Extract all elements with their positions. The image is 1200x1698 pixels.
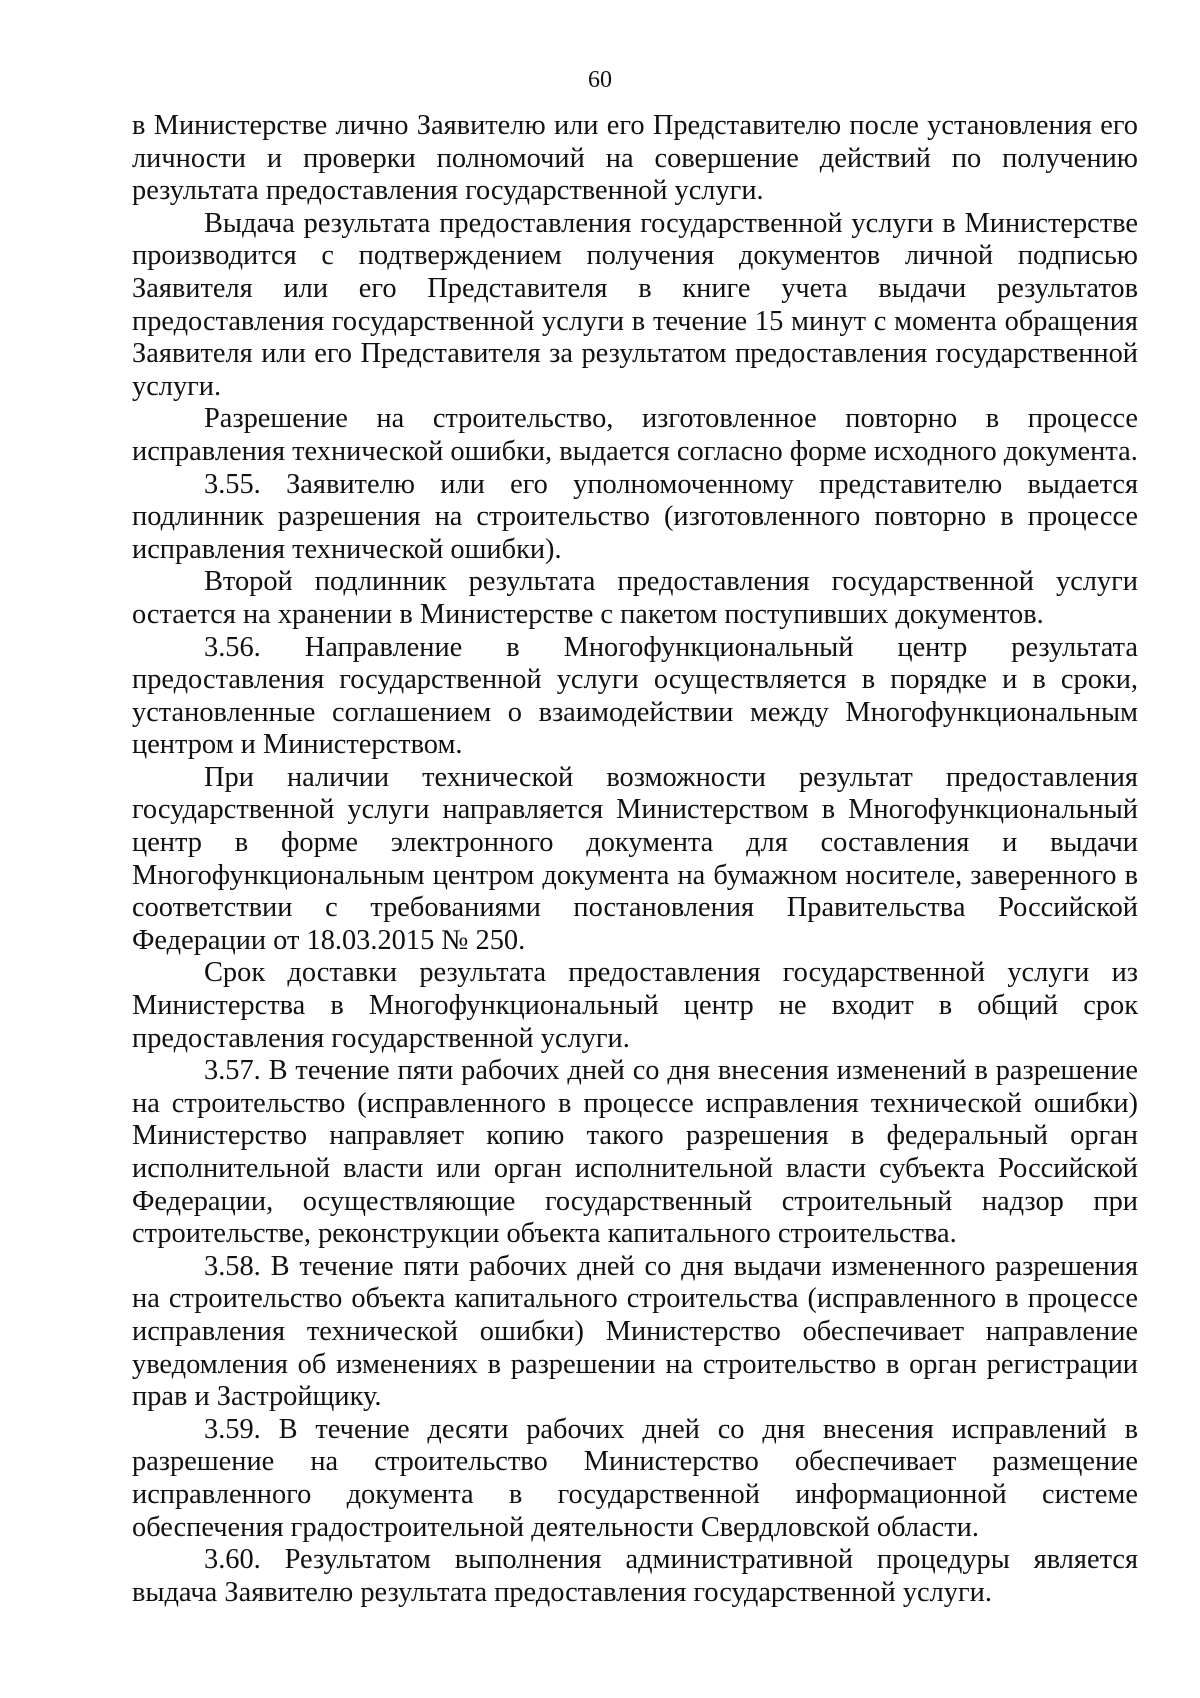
page-number: 60 — [588, 67, 612, 93]
paragraph-electronic-document: При наличии технической возможности результат предоставления государственной услуги направляется Министерством в Многофункциональный центр в форме электронного документа для составления и выдачи Многофункциональным центром документа на бумажном носителе, заверенного в соответствии с требованиями постановления Правительства Российской Федерации от 18.03.2015 № 250. — [132, 761, 1138, 956]
paragraph-3-55: 3.55. Заявителю или его уполномоченному представителю выдается подлинник разрешения на строительство (изготовленного повторно в процессе исправления технической ошибки). — [132, 468, 1138, 565]
paragraph-permit-reissue-form: Разрешение на строительство, изготовленное повторно в процессе исправления технической ошибки, выдается согласно форме исходного документа. — [132, 403, 1138, 467]
paragraph-3-59: 3.59. В течение десяти рабочих дней со дня внесения исправлений в разрешение на строительство Министерство обеспечивает размещение исправленного документа в государственной информационной системе обеспечения градостроительной деятельности Свердловской области. — [132, 1413, 1138, 1543]
paragraph-continuation: в Министерстве лично Заявителю или его Представителю после установления его личности и проверки полномочий на совершение действий по получению результата предоставления государственной услуги. — [132, 110, 1138, 207]
paragraph-issuance-procedure: Выдача результата предоставления государственной услуги в Министерстве производится с подтверждением получения документов личной подписью Заявителя или его Представителя в книге учета выдачи результатов предоставления государственной услуги в течение 15 минут с момента обращения Заявителя или его Представителя за результатом предоставления государственной услуги. — [132, 207, 1138, 402]
paragraph-delivery-term: Срок доставки результата предоставления государственной услуги из Министерства в Многофункциональный центр не входит в общий срок предоставления государственной услуги. — [132, 957, 1138, 1054]
document-body — [132, 110, 1138, 1609]
paragraph-3-56: 3.56. Направление в Многофункциональный центр результата предоставления государственной услуги осуществляется в порядке и в сроки, установленные соглашением о взаимодействии между Многофункциональным центром и Министерством. — [132, 631, 1138, 761]
paragraph-3-57: 3.57. В течение пяти рабочих дней со дня внесения изменений в разрешение на строительство (исправленного в процессе исправления технической ошибки) Министерство направляет копию такого разрешения в федеральный орган исполнительной власти или орган исполнительной власти субъекта Российской Федерации, осуществляющие государственный строительный надзор при строительстве, реконструкции объекта капитального строительства. — [132, 1055, 1138, 1250]
paragraph-second-original: Второй подлинник результата предоставления государственной услуги остается на хранении в Министерстве с пакетом поступивших документов. — [132, 566, 1138, 630]
paragraph-3-60: 3.60. Результатом выполнения административной процедуры является выдача Заявителю результата предоставления государственной услуги. — [132, 1544, 1138, 1608]
paragraph-3-58: 3.58. В течение пяти рабочих дней со дня выдачи измененного разрешения на строительство объекта капитального строительства (исправленного в процессе исправления технической ошибки) Министерство обеспечивает направление уведомления об изменениях в разрешении на строительство в орган регистрации прав и Застройщику. — [132, 1250, 1138, 1413]
